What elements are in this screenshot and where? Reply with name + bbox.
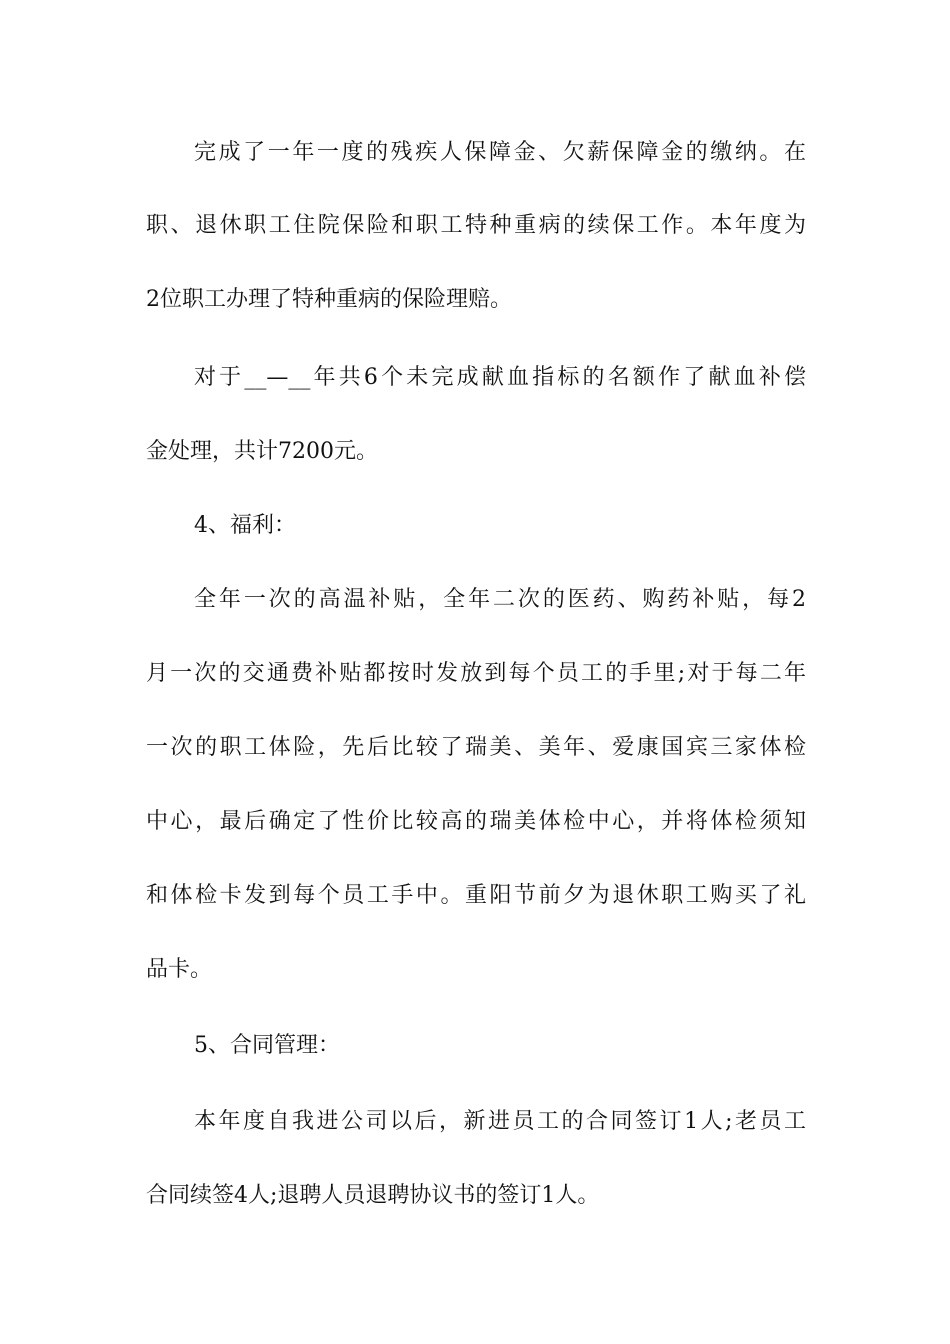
paragraph-line: 品卡。 bbox=[146, 957, 213, 982]
paragraph-line: 全年一次的高温补贴，全年二次的医药、购药补贴，每2 bbox=[194, 587, 806, 612]
paragraph-line: 对于__—__年共6个未完成献血指标的名额作了献血补偿 bbox=[194, 365, 806, 390]
paragraph-line: 职、退休职工住院保险和职工特种重病的续保工作。本年度为 bbox=[146, 213, 806, 238]
paragraph-line: 中心，最后确定了性价比较高的瑞美体检中心，并将体检须知 bbox=[146, 809, 806, 834]
paragraph-line: 月一次的交通费补贴都按时发放到每个员工的手里;对于每二年 bbox=[146, 661, 806, 686]
paragraph-line: 2位职工办理了特种重病的保险理赔。 bbox=[146, 287, 512, 312]
section-heading: 4、福利： bbox=[194, 513, 296, 538]
paragraph-line: 本年度自我进公司以后，新进员工的合同签订1人;老员工 bbox=[194, 1109, 806, 1134]
paragraph-line: 和体检卡发到每个员工手中。重阳节前夕为退休职工购买了礼 bbox=[146, 883, 806, 908]
paragraph-line: 完成了一年一度的残疾人保障金、欠薪保障金的缴纳。在 bbox=[194, 140, 806, 165]
section-heading: 5、合同管理： bbox=[194, 1033, 340, 1058]
paragraph-line: 合同续签4人;退聘人员退聘协议书的签订1人。 bbox=[146, 1183, 600, 1208]
paragraph-line: 金处理，共计7200元。 bbox=[146, 439, 378, 464]
paragraph-line: 一次的职工体险，先后比较了瑞美、美年、爱康国宾三家体检 bbox=[146, 735, 806, 760]
